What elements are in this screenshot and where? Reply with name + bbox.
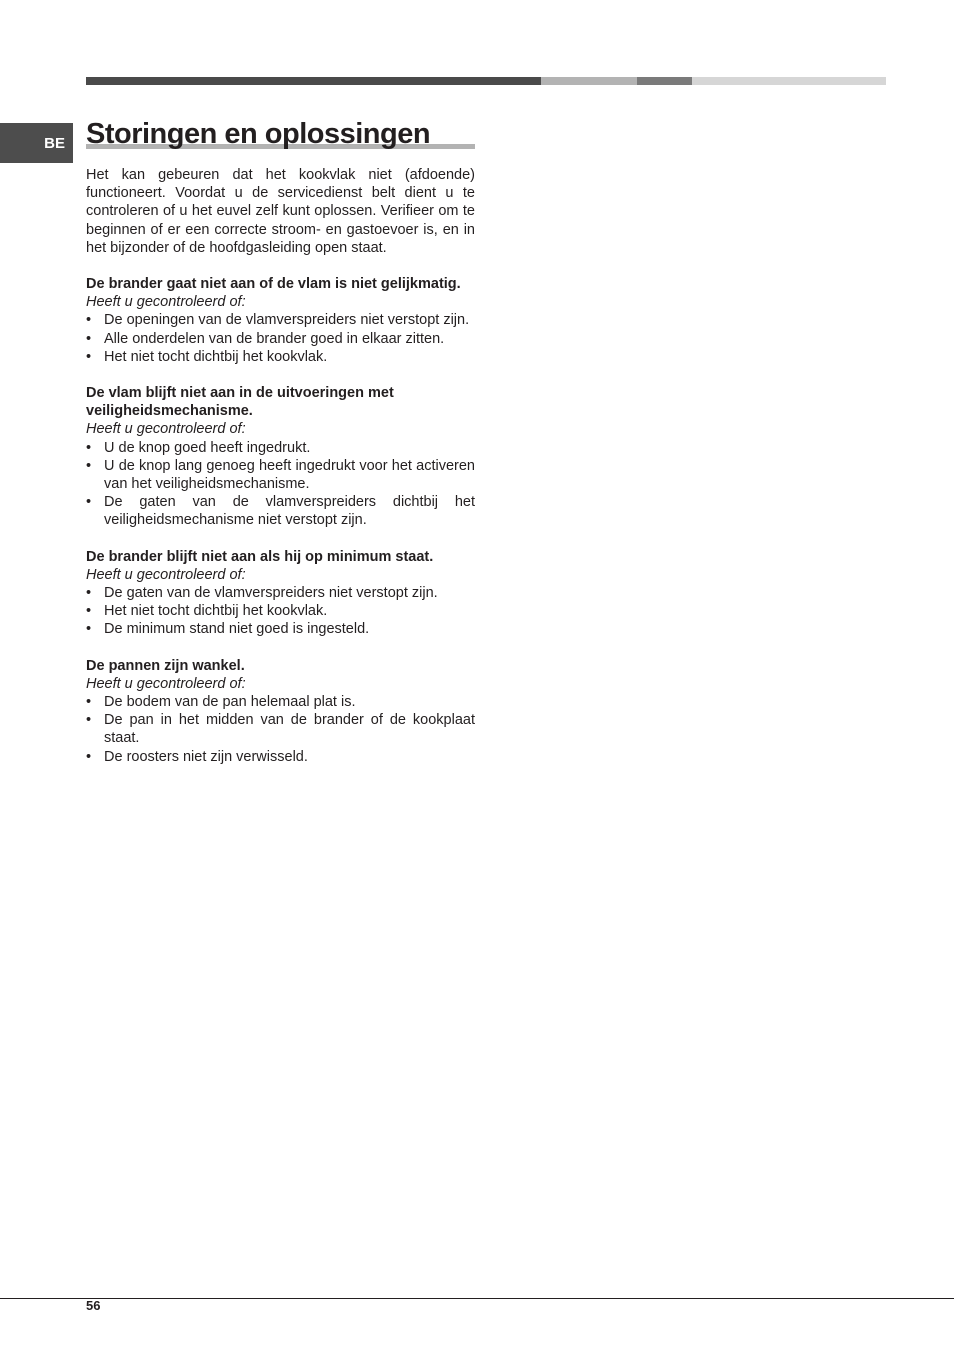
bullet-icon: • xyxy=(86,348,92,365)
list-item-text: De bodem van de pan helemaal plat is. xyxy=(104,694,356,711)
list-item xyxy=(86,711,475,747)
troubleshoot-section xyxy=(86,657,475,766)
bullet-icon: • xyxy=(86,439,92,456)
bullet-icon: • xyxy=(86,748,92,765)
page-number: 56 xyxy=(86,1298,101,1313)
check-list xyxy=(86,584,475,639)
footer-rule xyxy=(0,1298,954,1299)
check-list xyxy=(86,311,475,366)
bullet-icon: • xyxy=(86,312,92,329)
list-item-text: U de knop goed heeft ingedrukt. xyxy=(104,439,311,456)
section-heading: De brander blijft niet aan als hij op minimum staat. xyxy=(86,548,434,565)
section-subheading: Heeft u gecontroleerd of: xyxy=(86,675,246,692)
bullet-icon: • xyxy=(86,712,92,729)
list-item xyxy=(86,439,475,457)
bullet-icon: • xyxy=(86,457,92,474)
bullet-icon: • xyxy=(86,330,92,347)
list-item xyxy=(86,620,475,638)
troubleshoot-section xyxy=(86,275,475,366)
list-item xyxy=(86,748,475,766)
section-subheading: Heeft u gecontroleerd of: xyxy=(86,421,246,438)
list-item-text: De openingen van de vlamverspreiders niet verstopt zijn. xyxy=(104,312,470,329)
bullet-icon: • xyxy=(86,694,92,711)
bullet-icon: • xyxy=(86,603,92,620)
header-bar-segment xyxy=(86,77,541,85)
intro-paragraph: Het kan gebeuren dat het kookvlak niet (afdoende) functioneert. Voordat u de servicedienst belt dient u te controleren of u het euvel zelf kunt oplossen. Verifieer om te beginnen of er een correcte stroom- en gastoevoer is, en in het bijzonder of de hoofdgasleiding open staat. xyxy=(86,167,475,256)
bullet-icon: • xyxy=(86,494,92,511)
header-bar-segment xyxy=(692,77,886,85)
page-title: Storingen en oplossingen xyxy=(86,118,431,150)
list-item xyxy=(86,602,475,620)
list-item-text: De minimum stand niet goed is ingesteld. xyxy=(104,621,370,638)
list-item-text: De gaten van de vlamverspreiders niet verstopt zijn. xyxy=(104,585,438,602)
bullet-icon: • xyxy=(86,585,92,602)
list-item xyxy=(86,693,475,711)
section-subheading: Heeft u gecontroleerd of: xyxy=(86,294,246,311)
list-item xyxy=(86,457,475,493)
list-item-text: De pan in het midden van de brander of de kookplaat staat. xyxy=(104,712,475,747)
list-item-text: De roosters niet zijn verwisseld. xyxy=(104,748,308,765)
list-item xyxy=(86,330,475,348)
section-heading: De pannen zijn wankel. xyxy=(86,657,245,674)
list-item xyxy=(86,584,475,602)
section-heading: De brander gaat niet aan of de vlam is niet gelijkmatig. xyxy=(86,276,461,293)
main-content xyxy=(86,166,475,784)
list-item-text: De gaten van de vlamverspreiders dichtbij het veiligheidsmechanisme niet verstopt zijn. xyxy=(104,494,475,529)
list-item-text: Het niet tocht dichtbij het kookvlak. xyxy=(104,348,328,365)
check-list xyxy=(86,693,475,766)
list-item-text: Alle onderdelen van de brander goed in elkaar zitten. xyxy=(104,330,445,347)
check-list xyxy=(86,439,475,530)
list-item xyxy=(86,348,475,366)
bullet-icon: • xyxy=(86,621,92,638)
list-item-text: U de knop lang genoeg heeft ingedrukt voor het activeren van het veiligheidsmechanisme. xyxy=(104,457,475,493)
list-item-text: Het niet tocht dichtbij het kookvlak. xyxy=(104,603,328,620)
list-item xyxy=(86,493,475,529)
language-tab: BE xyxy=(0,123,73,163)
title-block xyxy=(86,116,475,152)
header-bar-segment xyxy=(541,77,637,85)
header-bar-segment xyxy=(637,77,692,85)
troubleshoot-section xyxy=(86,548,475,639)
section-subheading: Heeft u gecontroleerd of: xyxy=(86,566,246,583)
section-heading: De vlam blijft niet aan in de uitvoeringen met veiligheidsmechanisme. xyxy=(86,385,394,420)
header-color-bar xyxy=(86,77,886,85)
troubleshoot-section xyxy=(86,384,475,530)
list-item xyxy=(86,311,475,329)
